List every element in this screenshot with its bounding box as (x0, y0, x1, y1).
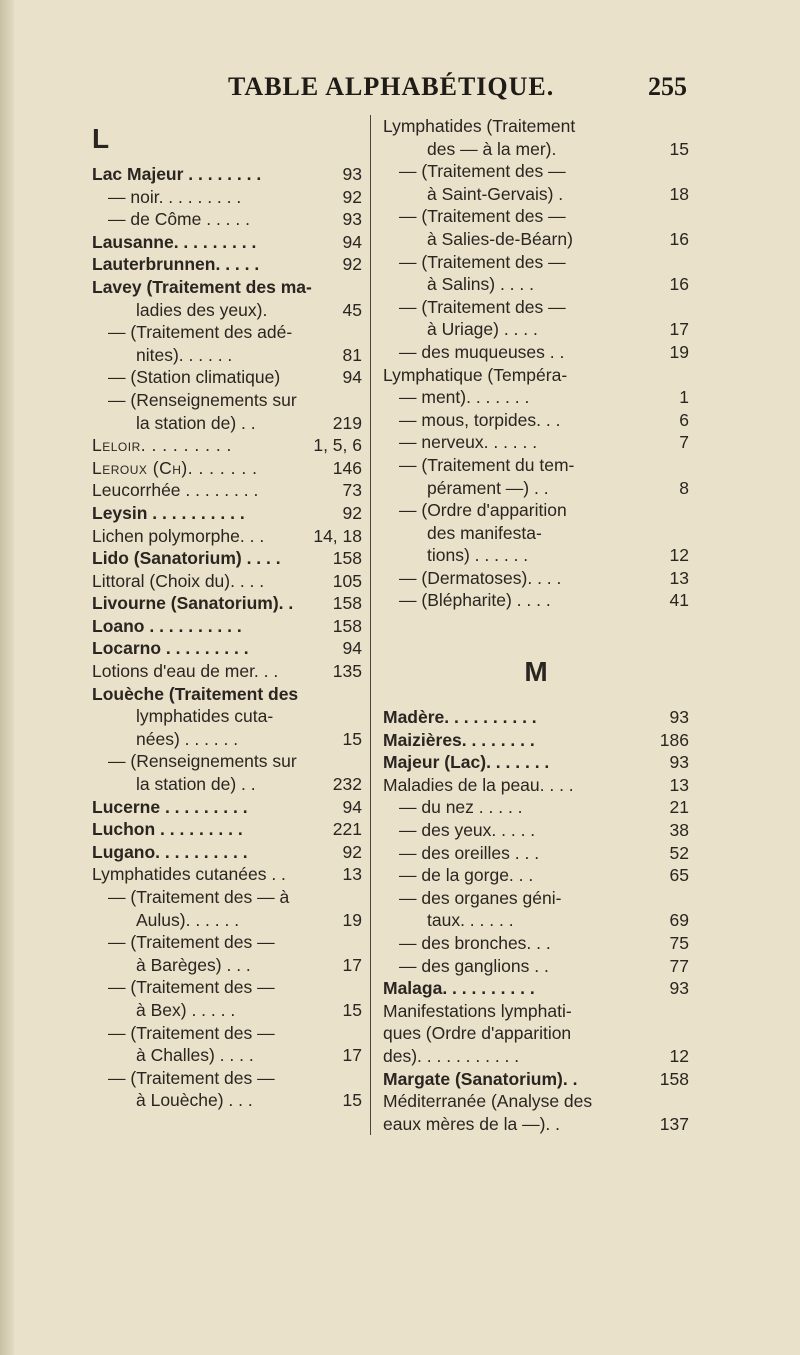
entry-text: Lotions d'eau de mer. . . (92, 661, 279, 682)
entry-text: des). . . . . . . . . . . (383, 1045, 520, 1066)
entry-page-number: 15 (342, 999, 362, 1020)
index-entry (383, 909, 689, 932)
entry-text: Margate (Sanatorium). . (383, 1068, 578, 1089)
index-entry (383, 1022, 689, 1045)
entry-text: — du nez . . . . . (399, 797, 523, 818)
entry-page-number: 13 (342, 864, 362, 885)
entry-page-number: 45 (342, 299, 362, 320)
entry-text: ladies des yeux). (136, 299, 268, 320)
entry-page-number: 13 (669, 774, 689, 795)
entry-text: Lausanne. . . . . . . . . (92, 231, 257, 252)
index-entry (92, 547, 362, 570)
entry-page-number: 16 (669, 274, 689, 295)
section-spacer-small (383, 696, 689, 706)
index-entry (92, 276, 362, 299)
entry-page-number: 41 (669, 590, 689, 611)
index-entry (92, 909, 362, 932)
index-entry (383, 341, 689, 364)
index-entry (92, 186, 362, 209)
entry-page-number: 12 (669, 1045, 689, 1066)
entry-page-number: 15 (669, 138, 689, 159)
entries-list-l (92, 163, 362, 1112)
index-entry (92, 299, 362, 322)
entry-text: des — à la mer). (427, 138, 557, 159)
entry-text: taux. . . . . . (427, 910, 514, 931)
entry-text: à Uriage) . . . . (427, 319, 538, 340)
entry-text: — mous, torpides. . . (399, 409, 561, 430)
index-entry (383, 205, 689, 228)
index-entry (92, 389, 362, 412)
index-entry (92, 886, 362, 909)
entry-text: la station de) . . (136, 412, 256, 433)
page-header (0, 72, 800, 112)
index-entry (92, 818, 362, 841)
entry-page-number: 12 (669, 545, 689, 566)
index-entry (383, 364, 689, 387)
entry-text: à Barèges) . . . (136, 954, 251, 975)
index-entry (92, 954, 362, 977)
section-spacer (383, 612, 689, 648)
index-entry (383, 819, 689, 842)
entry-page-number: 8 (679, 477, 689, 498)
index-entry (383, 589, 689, 612)
index-entry (383, 115, 689, 138)
entry-text: à Louèche) . . . (136, 1090, 253, 1111)
entry-text: à Salins) . . . . (427, 274, 534, 295)
entry-text: Leroux (Ch). . . . . . . (92, 457, 258, 478)
index-entry (92, 366, 362, 389)
entry-text: Littoral (Choix du). . . . (92, 570, 265, 591)
entry-text: Livourne (Sanatorium). . (92, 593, 294, 614)
entry-page-number: 18 (669, 183, 689, 204)
entry-page-number: 1 (679, 387, 689, 408)
index-entry (383, 251, 689, 274)
entry-text: — (Station climatique) (108, 367, 281, 388)
entry-page-number: 146 (332, 457, 362, 478)
entry-text: — noir. . . . . . . . . (108, 186, 242, 207)
entry-text: pérament —) . . (427, 477, 549, 498)
index-entry (92, 976, 362, 999)
entry-text: — (Traitement des — à (108, 887, 290, 907)
entry-page-number: 105 (332, 570, 362, 591)
index-entry (92, 208, 362, 231)
index-entry (92, 750, 362, 773)
entry-text: à Saint-Gervais) . (427, 183, 564, 204)
index-entry (383, 499, 689, 522)
entry-text: — des muqueuses . . (399, 341, 565, 362)
entry-text: — nerveux. . . . . . (399, 432, 538, 453)
entry-page-number: 69 (669, 910, 689, 931)
entry-page-number: 14, 18 (313, 525, 362, 546)
entry-text: — (Traitement du tem- (399, 454, 575, 475)
index-entry (383, 522, 689, 545)
entry-text: — (Traitement des — (108, 1022, 275, 1043)
entry-page-number: 93 (342, 209, 362, 230)
index-entry (383, 1068, 689, 1091)
entry-page-number: 158 (332, 548, 362, 569)
entry-page-number: 77 (669, 955, 689, 976)
entry-page-number: 158 (332, 593, 362, 614)
entry-text: Maizières. . . . . . . . (383, 729, 535, 750)
entry-page-number: 92 (342, 186, 362, 207)
index-entry (92, 570, 362, 593)
entry-page-number: 92 (342, 254, 362, 275)
index-entry (383, 1000, 689, 1023)
entry-text: Maladies de la peau. . . . (383, 774, 574, 795)
entry-text: Malaga. . . . . . . . . . (383, 978, 535, 999)
entry-page-number: 81 (342, 344, 362, 365)
entry-text: Locarno . . . . . . . . . (92, 638, 249, 659)
entry-text: Madère. . . . . . . . . . (383, 707, 537, 728)
index-entry (383, 774, 689, 797)
page-number: 255 (648, 72, 687, 101)
entry-text: — (Dermatoses). . . . (399, 567, 562, 588)
index-entry (383, 228, 689, 251)
entry-page-number: 94 (342, 638, 362, 659)
entry-text: Lucerne . . . . . . . . . (92, 796, 248, 817)
entry-text: — de la gorge. . . (399, 865, 534, 886)
entry-text: Majeur (Lac). . . . . . . (383, 752, 550, 773)
entry-page-number: 38 (669, 820, 689, 841)
entry-text: — (Traitement des — (108, 932, 275, 953)
running-title: TABLE ALPHABÉTIQUE. (228, 72, 555, 101)
entry-page-number: 17 (342, 1045, 362, 1066)
entry-text: Lauterbrunnen. . . . . (92, 254, 260, 275)
entry-text: ques (Ordre d'apparition (383, 1023, 572, 1044)
index-entry (92, 434, 362, 457)
index-entry (92, 253, 362, 276)
index-entry (383, 706, 689, 729)
index-entry (92, 841, 362, 864)
index-entry (383, 977, 689, 1000)
entry-text: eaux mères de la —). . (383, 1113, 561, 1134)
entry-text: nées) . . . . . . (136, 728, 239, 749)
entry-text: à Salies-de-Béarn) (427, 228, 573, 249)
index-entry (92, 231, 362, 254)
section-letter-l: L (92, 123, 110, 154)
index-entry (92, 321, 362, 344)
entry-text: Lac Majeur . . . . . . . . (92, 164, 262, 184)
entry-text: — des ganglions . . (399, 955, 549, 976)
entry-text: — (Renseignements sur (108, 751, 297, 772)
index-entry (383, 273, 689, 296)
index-entry (383, 955, 689, 978)
index-entry (92, 163, 362, 186)
index-entry (92, 705, 362, 728)
index-entry (92, 728, 362, 751)
entry-page-number: 52 (669, 842, 689, 863)
entry-text: — (Traitement des — (399, 251, 566, 272)
index-entry (92, 479, 362, 502)
index-entry (383, 544, 689, 567)
entry-page-number: 75 (669, 933, 689, 953)
entry-page-number: 93 (342, 164, 362, 184)
index-entry (92, 999, 362, 1022)
entry-text: — (Traitement des adé- (108, 322, 293, 343)
entry-text: Lido (Sanatorium) . . . . (92, 548, 281, 569)
entry-text: — (Ordre d'apparition (399, 500, 567, 521)
entry-page-number: 65 (669, 865, 689, 886)
entry-text: Loano . . . . . . . . . . (92, 615, 242, 636)
index-entry (92, 502, 362, 525)
entry-text: Aulus). . . . . . (136, 909, 240, 930)
entry-page-number: 94 (342, 231, 362, 252)
index-entry (92, 1044, 362, 1067)
entries-list-l-continued (383, 115, 689, 612)
entry-text: Leloir. . . . . . . . . (92, 435, 232, 456)
section-letter-m: M (524, 656, 548, 688)
index-entry (383, 138, 689, 161)
index-entry (383, 409, 689, 432)
index-entry (92, 796, 362, 819)
entry-page-number: 19 (669, 341, 689, 362)
index-entry (383, 729, 689, 752)
index-entry (383, 864, 689, 887)
entry-text: — (Traitement des — (399, 161, 566, 182)
entry-text: — (Traitement des — (108, 977, 275, 998)
entry-page-number: 17 (342, 954, 362, 975)
entry-text: Leysin . . . . . . . . . . (92, 502, 245, 523)
entry-text: — (Traitement des — (399, 206, 566, 227)
entry-page-number: 93 (669, 707, 689, 728)
entry-text: — de Côme . . . . . (108, 209, 250, 230)
entry-text: à Challes) . . . . (136, 1045, 254, 1066)
entry-text: Lymphatique (Tempéra- (383, 364, 568, 385)
index-entry (92, 344, 362, 367)
index-entry (92, 637, 362, 660)
entry-page-number: 232 (332, 774, 362, 795)
entry-page-number: 16 (669, 228, 689, 249)
index-entry (383, 1090, 689, 1113)
entry-text: Leucorrhée . . . . . . . . (92, 480, 259, 501)
index-entry (92, 457, 362, 480)
entry-page-number: 6 (679, 409, 689, 430)
index-entry (383, 1113, 689, 1136)
index-entry (92, 592, 362, 615)
entry-text: Méditerranée (Analyse des (383, 1091, 593, 1112)
entry-text: à Bex) . . . . . (136, 999, 236, 1020)
entry-text: Louèche (Traitement des (92, 683, 299, 704)
index-entry (92, 683, 362, 706)
entry-page-number: 186 (659, 729, 689, 750)
entry-page-number: 21 (669, 797, 689, 818)
index-entry (383, 386, 689, 409)
entry-text: — des organes géni- (399, 887, 562, 908)
entry-text: Lugano. . . . . . . . . . (92, 841, 248, 862)
entry-page-number: 158 (659, 1068, 689, 1089)
entry-text: — (Blépharite) . . . . (399, 590, 551, 611)
entry-text: Lichen polymorphe. . . (92, 525, 265, 546)
entry-page-number: 158 (332, 615, 362, 636)
entry-text: Lavey (Traitement des ma- (92, 276, 312, 297)
entry-text: — des oreilles . . . (399, 842, 540, 863)
index-entry (383, 318, 689, 341)
entry-page-number: 92 (342, 502, 362, 523)
entry-page-number: 15 (342, 1090, 362, 1111)
entry-page-number: 13 (669, 567, 689, 588)
index-entry (92, 863, 362, 886)
entry-text: Manifestations lymphati- (383, 1000, 572, 1021)
entry-text: — (Renseignements sur (108, 389, 297, 410)
entry-page-number: 137 (659, 1113, 689, 1134)
entry-text: — (Traitement des — (399, 296, 566, 317)
index-entry (92, 773, 362, 796)
entry-text: Luchon . . . . . . . . . (92, 819, 243, 840)
entry-text: — des bronches. . . (399, 933, 551, 953)
entry-text: tions) . . . . . . (427, 545, 529, 566)
entry-page-number: 17 (669, 319, 689, 340)
index-entry (92, 1067, 362, 1090)
entry-page-number: 94 (342, 796, 362, 817)
entry-page-number: 1, 5, 6 (313, 435, 362, 456)
entry-page-number: 92 (342, 841, 362, 862)
entry-text: — des yeux. . . . . (399, 820, 536, 841)
entry-page-number: 93 (669, 978, 689, 999)
entry-text: — (Traitement des — (108, 1067, 275, 1088)
entry-page-number: 135 (332, 661, 362, 682)
index-entry (383, 796, 689, 819)
index-entry (383, 477, 689, 500)
index-entry (383, 1045, 689, 1068)
entry-text: la station de) . . (136, 774, 256, 795)
entries-list-m (383, 706, 689, 1135)
index-entry (383, 431, 689, 454)
index-entry (92, 1089, 362, 1112)
index-entry (383, 842, 689, 865)
index-column-right (370, 115, 689, 1135)
entry-page-number: 19 (342, 909, 362, 930)
page-binding-edge (0, 0, 14, 1355)
entry-text: lymphatides cuta- (136, 706, 274, 727)
index-entry (383, 296, 689, 319)
index-entry (92, 1022, 362, 1045)
entry-page-number: 73 (342, 480, 362, 501)
index-entry (92, 931, 362, 954)
entry-page-number: 7 (679, 432, 689, 453)
index-entry (383, 887, 689, 910)
entry-page-number: 15 (342, 728, 362, 749)
index-entry (383, 454, 689, 477)
entry-page-number: 93 (669, 752, 689, 773)
entry-page-number: 94 (342, 367, 362, 388)
entry-text: nites). . . . . . (136, 344, 233, 365)
entry-text: des manifesta- (427, 522, 542, 543)
index-entry (92, 615, 362, 638)
index-entry (383, 567, 689, 590)
index-entry (383, 932, 689, 955)
entry-text: — ment). . . . . . . (399, 387, 530, 408)
index-entry (92, 660, 362, 683)
entry-page-number: 219 (332, 412, 362, 433)
index-entry (383, 183, 689, 206)
index-entry (383, 160, 689, 183)
entry-page-number: 221 (332, 819, 362, 840)
index-entry (383, 751, 689, 774)
index-column-left (92, 115, 362, 1112)
index-entry (92, 412, 362, 435)
entry-text: Lymphatides (Traitement (383, 116, 576, 136)
entry-text: Lymphatides cutanées . . (92, 864, 286, 885)
index-entry (92, 525, 362, 548)
